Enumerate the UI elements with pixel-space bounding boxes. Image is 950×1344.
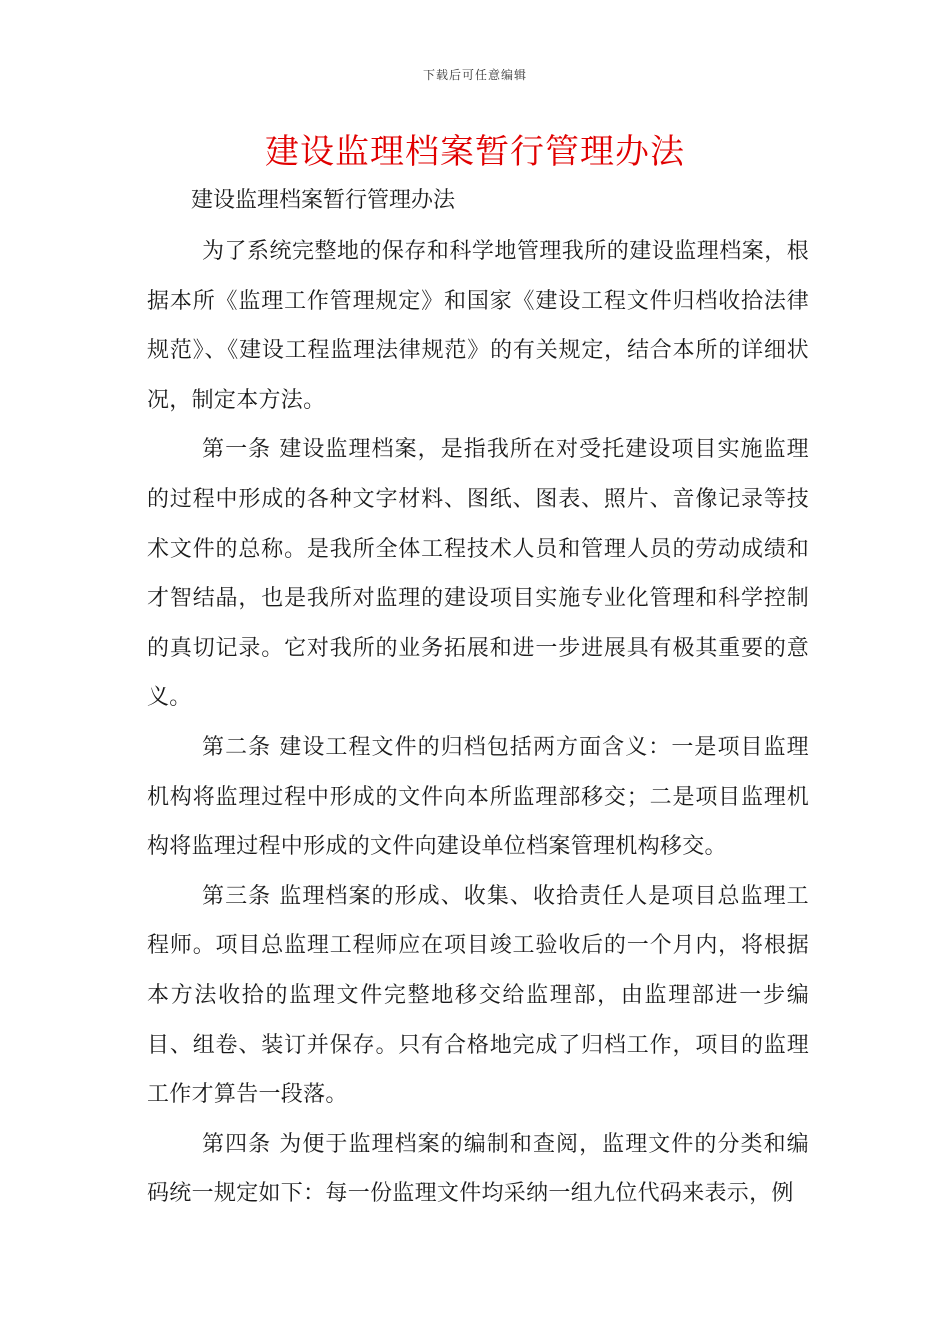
subtitle: 建设监理档案暂行管理办法: [191, 188, 456, 213]
paragraph-article-2: 第二条 建设工程文件的归档包括两方面含义：一是项目监理机构将监理过程中形成的文件向本所监理部移交；二是项目监理机构将监理过程中形成的文件向建设单位档案管理机构移交。: [147, 734, 809, 860]
document-title: 建设监理档案暂行管理办法: [265, 132, 685, 172]
paragraph-intro: 为了系统完整地的保存和科学地管理我所的建设监理档案，根据本所《监理工作管理规定》和国家《建设工程文件归档收拾法律规范》、《建设工程监理法律规范》的有关规定，结合本所的详细状况，制定本方法。: [147, 239, 809, 413]
paragraph-article-4: 第四条 为便于监理档案的编制和查阅，监理文件的分类和编码统一规定如下：每一份监理文件均采纳一组九位代码来表示，例: [147, 1131, 809, 1207]
paragraph-article-3: 第三条 监理档案的形成、收集、收拾责任人是项目总监理工程师。项目总监理工程师应在项目竣工验收后的一个月内，将根据本方法收拾的监理文件完整地移交给监理部，由监理部进一步编目、组卷、装订并保存。只有合格地完成了归档工作，项目的监理工作才算告一段落。: [147, 883, 809, 1108]
paragraph-article-1: 第一条 建设监理档案，是指我所在对受托建设项目实施监理的过程中形成的各种文字材料、图纸、图表、照片、音像记录等技术文件的总称。是我所全体工程技术人员和管理人员的劳动成绩和才智结晶，也是我所对监理的建设项目实施专业化管理和科学控制的真切记录。它对我所的业务拓展和进一步进展具有极其重要的意义。: [147, 437, 809, 711]
header-note: 下载后可任意编辑: [422, 68, 527, 82]
document-body: [147, 178, 809, 1219]
